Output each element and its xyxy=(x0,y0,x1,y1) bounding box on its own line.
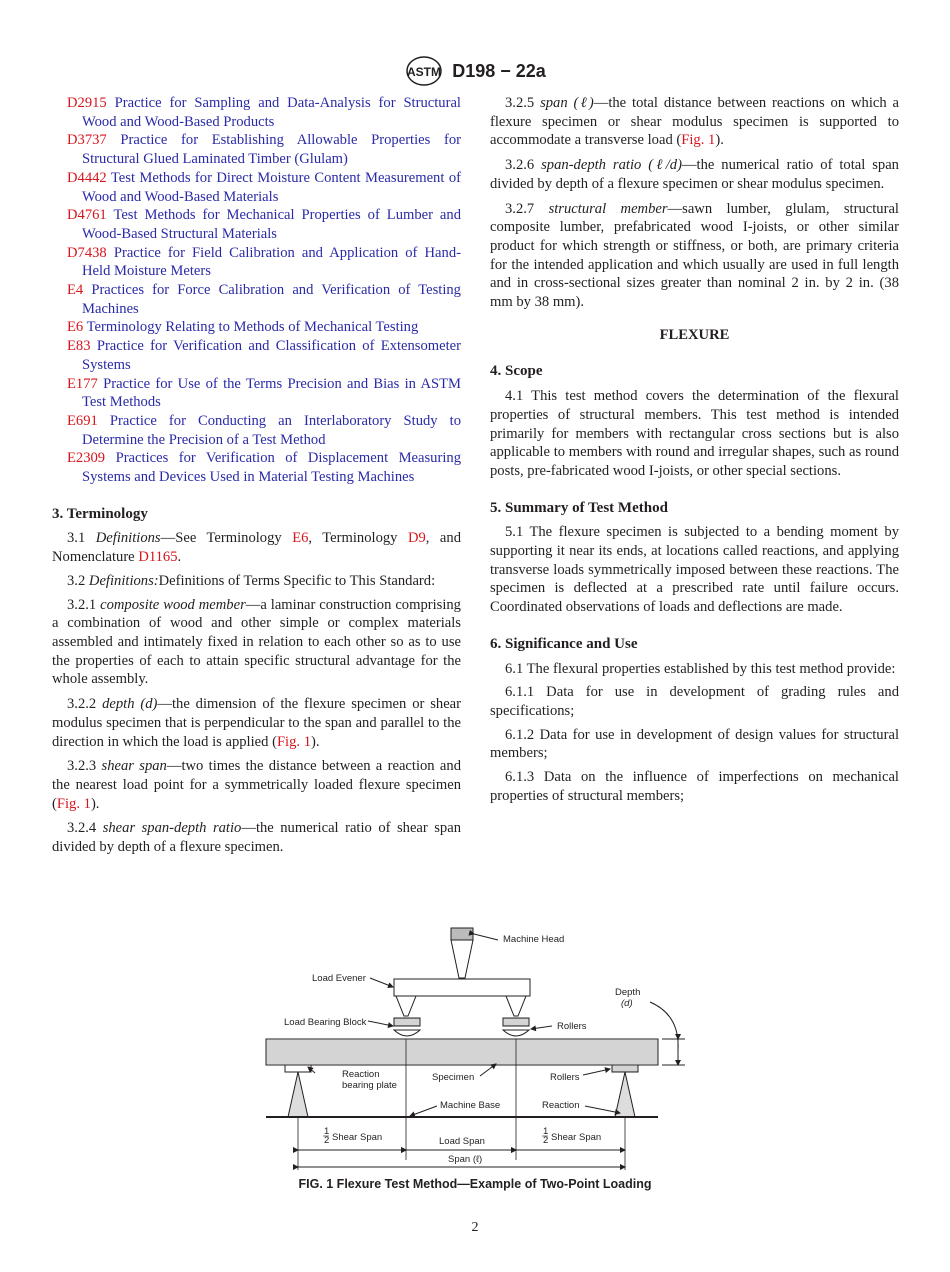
reference-list xyxy=(52,94,461,487)
link-e6[interactable]: E6 xyxy=(292,530,309,547)
para-3-2: 3.2 Definitions:Definitions of Terms Specific to This Standard: xyxy=(67,572,436,589)
para-3-2-6: 3.2.6 span-depth ratio (ℓ/d)—the numerical ratio of total span divided by depth of a flexure specimen or shear modulus specimen. xyxy=(490,157,899,192)
svg-text:ASTM: ASTM xyxy=(407,65,442,79)
section-5-heading: 5. Summary of Test Method xyxy=(490,499,668,516)
reference-item xyxy=(52,337,461,374)
para-5-1: 5.1 The flexure specimen is subjected to a bending moment by supporting it near its ends, at locations called reactions, and applying transverse loads symmetrically imposed between these reactions. The specimen is deflected at a prescribed rate until failure occurs. Coordinated observations of loads and deflections are made. xyxy=(490,524,899,616)
para-6-1: 6.1 The flexural properties established by this test method provide: xyxy=(505,660,896,677)
reference-item xyxy=(52,169,461,206)
label-depth-symbol: (d) xyxy=(621,998,633,1009)
label-specimen: Specimen xyxy=(432,1072,475,1083)
reference-code-link[interactable]: D3737 xyxy=(67,132,107,149)
link-fig1[interactable]: Fig. 1 xyxy=(681,132,716,149)
para-3-2-5: 3.2.5 span (ℓ)—the total distance between reactions on which a flexure specimen or shear modulus specimen is supported to accommodate a transverse load (Fig. 1). xyxy=(490,95,899,149)
label-half-shear-span-right: Shear Span xyxy=(551,1132,602,1143)
reference-title-link[interactable]: Practice for Verification and Classification of Extensometer Systems xyxy=(82,338,461,373)
para-6-1-1: 6.1.1 Data for use in development of grading rules and specifications; xyxy=(490,684,899,719)
reference-title-link[interactable]: Test Methods for Mechanical Properties of Lumber and Wood-Based Structural Materials xyxy=(82,207,462,242)
link-fig1[interactable]: Fig. 1 xyxy=(276,733,311,750)
section-3-heading: 3. Terminology xyxy=(52,505,148,522)
reference-code-link[interactable]: D4761 xyxy=(67,207,107,224)
label-half-shear-span-left: Shear Span xyxy=(332,1132,383,1143)
para-4-1: 4.1 This test method covers the determination of the flexural properties of structural members. This test method is intended primarily for members with rectangular cross sections but is also applicable to members with round and irregular shapes, such as round posts, pre-fabricated wood I-joists, or other special sections. xyxy=(490,388,899,479)
label-reaction: Reaction xyxy=(542,1100,580,1111)
reference-item xyxy=(52,94,461,131)
reference-item xyxy=(52,244,461,281)
reference-item xyxy=(52,281,461,318)
para-3-2-4: 3.2.4 shear span-depth ratio—the numerical ratio of shear span divided by depth of a flexure specimen. xyxy=(52,820,462,856)
load-evener-shape xyxy=(394,979,530,996)
para-3-2-3: 3.2.3 shear span—two times the distance between a reaction and the nearest load point for a symmetrically loaded flexure specimen (Fig. 1). xyxy=(52,758,461,812)
reference-title-link[interactable]: Test Methods for Direct Moisture Content Measurement of Wood and Wood-Based Materials xyxy=(82,169,461,205)
reference-code-link[interactable]: D2915 xyxy=(67,95,107,111)
reference-title-link[interactable]: Terminology Relating to Methods of Mechanical Testing xyxy=(86,319,419,336)
right-column xyxy=(490,94,899,811)
flexure-test-diagram xyxy=(260,920,700,1180)
reference-title-link[interactable]: Practice for Establishing Allowable Properties for Structural Glued Laminated Timber (Glulam) xyxy=(82,132,461,168)
label-load-evener: Load Evener xyxy=(312,973,366,984)
reference-title-link[interactable]: Practice for Conducting an Interlaboratory Study to Determine the Precision of a Test Method xyxy=(82,412,461,448)
reference-code-link[interactable]: E691 xyxy=(67,412,98,429)
left-column xyxy=(52,94,461,862)
label-rollers-top: Rollers xyxy=(557,1021,587,1032)
reference-title-link[interactable]: Practice for Sampling and Data-Analysis for Structural Wood and Wood-Based Products xyxy=(82,95,461,130)
reference-item xyxy=(52,412,461,449)
label-reaction-plate-1: Reaction xyxy=(342,1069,380,1080)
svg-text:1: 1 xyxy=(543,1126,549,1137)
label-machine-base: Machine Base xyxy=(440,1100,501,1111)
para-3-2-7: 3.2.7 structural member—sawn lumber, glulam, structural composite lumber, prefabricated wood I-joists, or other similar product for which strength or stiffness, or both, are primary criteria for the intended application and which usually are used in full length and in cross-sectional sizes greater than nominal 2 in. by 2 in. (38 mm by 38 mm). xyxy=(490,200,899,311)
reference-code-link[interactable]: D7438 xyxy=(67,244,107,261)
reference-title-link[interactable]: Practice for Use of the Terms Precision and Bias in ASTM Test Methods xyxy=(82,375,461,411)
label-rollers-bottom: Rollers xyxy=(550,1072,580,1083)
svg-text:2: 2 xyxy=(324,1135,330,1146)
reference-item xyxy=(52,206,461,243)
para-3-2-1: 3.2.1 composite wood member—a laminar construction comprising a combination of wood and other simple or complex materials assembled and intimately fixed in relation to each other so as to use the properties of each to attain specific structural advantage for the whole assembly. xyxy=(52,596,461,688)
para-3-1: 3.1 Definitions—See Terminology E6, Terminology D9, and Nomenclature D1165. xyxy=(52,530,462,566)
label-machine-head: Machine Head xyxy=(503,934,565,945)
flexure-heading: FLEXURE xyxy=(659,326,730,343)
label-reaction-plate-2: bearing plate xyxy=(342,1080,397,1091)
reference-title-link[interactable]: Practice for Field Calibration and Application of Hand-Held Moisture Meters xyxy=(82,244,461,280)
reference-code-link[interactable]: E4 xyxy=(67,282,84,299)
reference-code-link[interactable]: D4442 xyxy=(67,169,107,186)
reference-code-link[interactable]: E83 xyxy=(67,338,91,355)
astm-logo-icon xyxy=(404,55,444,87)
standard-code: D198 − 22a xyxy=(452,60,546,81)
para-3-2-2: 3.2.2 depth (d)—the dimension of the flexure specimen or shear modulus specimen that is perpendicular to the span and parallel to the direction in which the load is applied (Fig. 1). xyxy=(52,696,462,750)
svg-text:2: 2 xyxy=(543,1135,549,1146)
para-6-1-3: 6.1.3 Data on the influence of imperfections on mechanical properties of structural members; xyxy=(490,769,899,804)
page-number: 2 xyxy=(471,1220,479,1235)
specimen-beam xyxy=(266,1039,658,1065)
machine-head-shape xyxy=(451,928,473,940)
reference-item xyxy=(52,375,461,412)
reference-code-link[interactable]: E6 xyxy=(67,319,84,336)
link-d1165[interactable]: D1165 xyxy=(138,549,178,566)
reference-title-link[interactable]: Practices for Force Calibration and Verification of Testing Machines xyxy=(82,282,461,317)
reference-item xyxy=(52,131,461,168)
reference-code-link[interactable]: E177 xyxy=(67,375,98,392)
reference-title-link[interactable]: Practices for Verification of Displacement Measuring Systems and Devices Used in Material Testing Machines xyxy=(82,450,461,486)
reference-item xyxy=(52,318,461,337)
label-load-span: Load Span xyxy=(439,1136,485,1147)
label-span: Span (ℓ) xyxy=(448,1154,483,1165)
reference-item xyxy=(52,449,461,486)
para-6-1-2: 6.1.2 Data for use in development of design values for structural members; xyxy=(490,726,899,762)
label-load-bearing-block: Load Bearing Block xyxy=(284,1017,367,1028)
section-6-heading: 6. Significance and Use xyxy=(490,635,638,652)
page-header xyxy=(0,55,950,87)
link-fig1[interactable]: Fig. 1 xyxy=(56,795,91,812)
label-depth: Depth xyxy=(615,987,641,998)
svg-text:1: 1 xyxy=(324,1126,330,1137)
section-4-heading: 4. Scope xyxy=(490,363,543,380)
link-d9[interactable]: D9 xyxy=(407,530,426,547)
figure-caption: FIG. 1 Flexure Test Method—Example of Two-Point Loading xyxy=(298,1177,652,1191)
reference-code-link[interactable]: E2309 xyxy=(67,450,106,467)
